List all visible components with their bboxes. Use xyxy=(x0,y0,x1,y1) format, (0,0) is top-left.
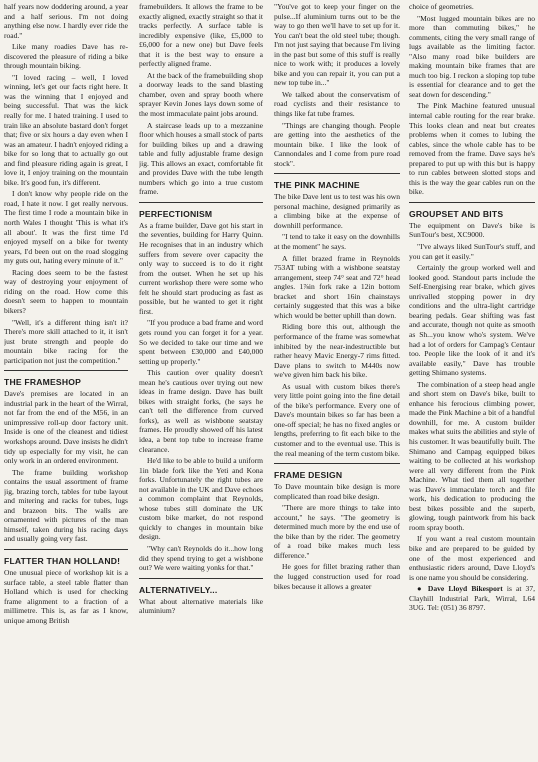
paragraph: A fillet brazed frame in Reynolds 753AT tubing with a wishbone seatstay arrangement, steep 74° seat and 72° head angles. 1⅞in fork rake a 12in bottom bracket and short 16in chainstays certainly suggested that this was a bike which would be better uphill than down. xyxy=(274,253,400,320)
paragraph: "Things are changing though. People are getting into the aesthetics of the mountain bike. I like the look of Cannondales and I come from pure road stock". xyxy=(274,120,400,168)
paragraph: "Why can't Reynolds do it...how long did they spend trying to get a wishbone out? We were waiting yonks for that." xyxy=(139,543,263,573)
paragraph: "I loved racing – well, I loved winning, let's get our facts right here. It was the winning that I enjoyed and being successful. That was the kick really for me. I hated training. I used to train like an absolute bastard don't forget that; five or six hours a day even when I was an amateur. I hadn't enjoyed riding a bike for so long that to actually go out and find pleasure riding again is great, I love it, I enjoy training on the mountain bike. It's good fun, it's different. xyxy=(4,72,128,187)
paragraph: half years now doddering around, a year and a half serious. I'm not doing anything else now. I hardly ever ride the road." xyxy=(4,2,128,40)
paragraph: This caution over quality doesn't mean he's cautious over trying out new ideas in frame design. Dave has built bikes with straight forks, (he says he can't tell the difference from curved forks), as well as wishbone seatstay frames. He proudly showed off his latest idea, a bent top tube to increase frame clearance. xyxy=(139,368,263,454)
paragraph: "I've always liked SunTour's stuff, and you can get it easily." xyxy=(409,242,535,261)
column-1 xyxy=(4,2,128,758)
heading-alternatively: ALTERNATIVELY... xyxy=(139,584,218,595)
heading-flatter-than-holland: FLATTER THAN HOLLAND! xyxy=(4,555,121,566)
paragraph: As usual with custom bikes there's very little point going into the fine detail of the bike's performance. Every one of Dave's mountain bikes so far has been a one-off special; he has no fixed angles or lengths, preferring to fit each bike to the customer and to the eventual use. This is the real meaning of the term custom bike. xyxy=(274,381,400,458)
section-rule xyxy=(139,202,263,203)
paragraph: "Well, it's a different thing isn't it? There's more skill attached to it, it isn't just brute strength and people do mountain bike racing for the participation not just the competition." xyxy=(4,317,128,365)
section-rule xyxy=(409,202,535,203)
paragraph: I don't know why people ride on the road, I hate it now. I get really nervous. The first time I rode a mountain bike in north Wales I thought 'This is what it's all about'. It was the first time I'd enjoyed myself on a bike for twenty years, I'd been out on the road slogging my guts out, hating every minute of it." xyxy=(4,189,128,266)
heading-frameshop: THE FRAMESHOP xyxy=(4,377,82,388)
paragraph: If you want a real custom mountain bike and are prepared to be guided by one of the most experienced and enthusiastic riders around, Dave Lloyd's is one name you should be considering. xyxy=(409,534,535,582)
paragraph: "You've got to keep your finger on the pulse...If aluminium turns out to be the way to go then we'll have to set up for it. You can't beat the old steel tube; though. I'm not just saying that because I'm living in the past but some of this stuff is really nice to work with; it produces a lovely bike and you can repair it, you can put a new top tube in..." xyxy=(274,2,400,88)
paragraph: As a frame builder, Dave got his start in the seventies, building for Harry Quinn. He recognises that in an industry which suffers from severe over capacity the only way to succeed is to do it right from the outset. When he set up his current workshop there were some who felt he should start producing as fast as possible, but he wanted to get it right first. xyxy=(139,220,263,316)
address-name: ● Dave Lloyd Bikesport xyxy=(417,584,503,594)
paragraph: We talked about the conservatism of road cyclists and their resistance to things like fat tube frames. xyxy=(274,89,400,119)
section-rule xyxy=(4,549,128,550)
paragraph: The bike Dave lent us to test was his own personal machine, designed primarily as a climbing bike at the expense of downhill performance. xyxy=(274,192,400,230)
paragraph: choice of geometries. xyxy=(409,2,474,11)
paragraph: He goes for fillet brazing rather than the lugged construction used for road bikes because it allows a greater xyxy=(274,562,400,591)
paragraph: He'd like to be able to build a uniform 1in blade fork like the Yeti and Kona forks. Unfortunately the right tubes are not available in the UK and Dave echoes a common complaint that Reynolds, whose tubes still dominate the UK custom bike market, do not respond quickly to changes in mountain bike design. xyxy=(139,456,263,542)
paragraph: What about alternative materials like aluminium? xyxy=(139,596,263,616)
paragraph: The combination of a steep head angle and short stem on Dave's bike, built to enhance his ferocious climbing power, made the Pink Machine a bit of a handful downhill, for me. A custom builder makes what suits the abilities and style of his customer. It was beautifully built. The Shimano and Campag equipped bikes waiting to be collected at his workshop were all very different from the Pink Machine. What tied them all together was Dave's immaculate torch and file work, his dedication to producing the best bikes possible and the superb, glowing, tough paintwork from his back room spray booth. xyxy=(409,379,535,532)
paragraph: framebuilders. It allows the frame to be exactly aligned, exactly straight so that it tracks perfectly. A surface table is incredibly expensive (like, £5,000 to £6,000 for a new one) but Dave feels that it is the best way to ensure a perfectly aligned frame. xyxy=(139,2,263,69)
paragraph: "I tend to take it easy on the downhills at the moment" he says. xyxy=(274,232,400,252)
column-3 xyxy=(274,2,400,758)
paragraph: The frame building workshop contains the usual assortment of frame jig, brazing torch, tables for tube layout and mitering and racks for tubes, lugs and brazeon bits. The walls are ornamented with pictures of the man himself, taken during his racing days and usually going very fast. xyxy=(4,467,128,544)
paragraph: Certainly the group worked well and looked good. Standout parts include the Self-Energising rear brake, which gives unrivalled stopping power in dry conditions and the ultra-light cartridge bearing pedals. Gear shifting was fast and accurate, though not quite as smooth as Sh...you know who's system. We've had a lot of orders for Campag's Centaur too. People like the look of it and it's available easily," Dave has trouble getting Shimano systems. xyxy=(409,263,535,378)
heading-groupset-and-bits: GROUPSET AND BITS xyxy=(409,208,504,219)
column-2 xyxy=(139,2,263,758)
heading-pink-machine: THE PINK MACHINE xyxy=(274,180,360,191)
paragraph: One unusual piece of workshop kit is a surface table, a steel table flatter than Holland which is used for checking frame alignment to a fraction of a millimetre. This is, as far as I know, unique among British xyxy=(4,567,128,625)
section-rule xyxy=(139,578,263,579)
heading-perfectionism: PERFECTIONISM xyxy=(139,208,213,219)
paragraph: The equipment on Dave's bike is SunTour's best, XC9000. xyxy=(409,220,535,240)
paragraph: Riding bore this out, although the performance of the frame was somewhat inhibited by the near-indestructible but rather heavy Mavic Energy-7 rims fitted. Dave plans to switch to M440s now we've given him back his bike. xyxy=(274,322,400,380)
section-rule xyxy=(4,370,128,371)
paragraph: At the back of the framebuilding shop a doorway leads to the sand blasting chamber, oven and spray booth where sprayer Kevin Jones lays down some of the most immaculate paint jobs around. xyxy=(139,70,263,119)
paragraph: The Pink Machine featured unusual internal cable routing for the rear brake. This looks clean and neat but creates problems when it comes to lubing the cables, since the whole cable has to be removed from the frame. Dave says he's prepared to put up with this but is happy to run cables between slotted stops and this is the way the gear cables run on the bike. xyxy=(409,101,535,197)
paragraph: Dave's premises are located in an industrial park in the heart of the Wirral, not far from the end of the M56, in an unimpressive roll-up door factory unit. Inside is one of the cleanest and tidiest workshops around. Dave insists he didn't tidy up especially for my visit, he can only work in an ordered environment. xyxy=(4,389,128,466)
paragraph: To Dave mountain bike design is more complicated than road bike design. xyxy=(274,482,400,501)
column-4 xyxy=(409,2,535,758)
paragraph: Like many roadies Dave has re-discovered the pleasure of riding a bike through mountain biking. xyxy=(4,42,128,71)
paragraph: "Most lugged mountain bikes are no more than commuting bikes," he comments, citing the very small range of lugs available as the limiting factor. "Also many road bike builders are making mountain bike frames that are much too big. I reckon a sloping top tube is essential for clearance and to get the seat down for descending." xyxy=(409,13,535,99)
section-rule xyxy=(274,463,400,464)
paragraph: "There are more things to take into account," he says. "The geometry is determined much more by the end use of the bike than by the rider. The geometry of a road bike makes much less difference." xyxy=(274,503,400,560)
paragraph: Racing does seem to be the fastest way of destroying your enjoyment of riding on the road. How come this doesn't seem to happen to mountain bikers? xyxy=(4,267,128,315)
paragraph: "If you produce a bad frame and word gets round you can forget it for a year. So we decided to take our time and we spent between £30,000 and £40,000 setting up properly." xyxy=(139,318,263,366)
heading-frame-design: FRAME DESIGN xyxy=(274,470,343,481)
address-details: is at 37, Clayhill Industrial Park, Wirral, L64 3UG. Tel: (051) 36 8797. xyxy=(409,584,535,613)
section-rule xyxy=(274,173,400,174)
paragraph: A staircase leads up to a mezzanine floor which houses a small stock of parts for building bikes up and a drawing table and fully adjustable frame design jig. This allows an exact, comfortable fit and provides Dave with the tube length numbers which go into a true custom frame. xyxy=(139,120,263,197)
contact-address xyxy=(409,584,535,613)
